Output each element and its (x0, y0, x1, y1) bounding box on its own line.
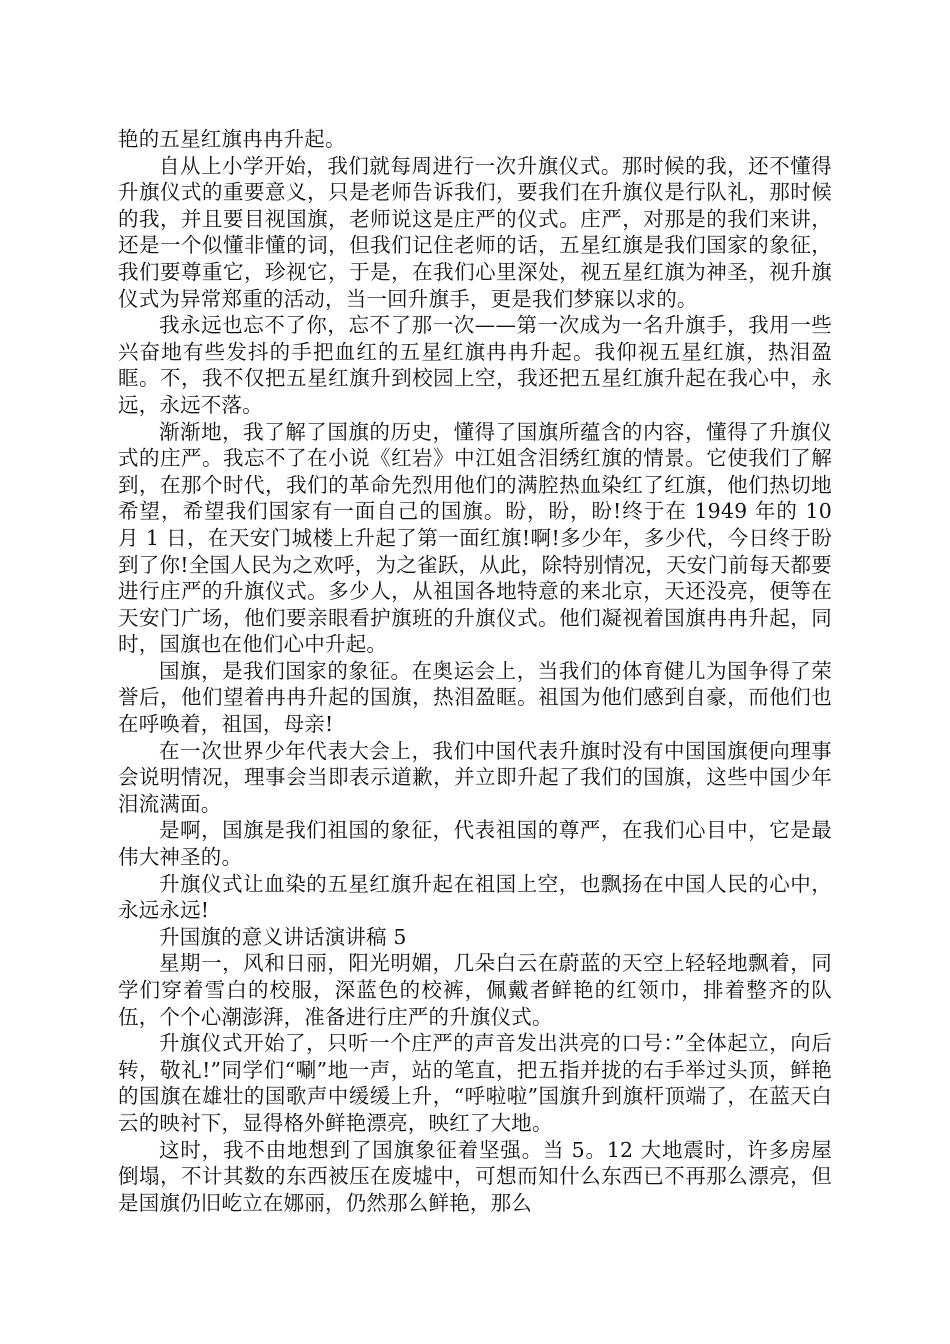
paragraph-6: 在一次世界少年代表大会上，我们中国代表升旗时没有中国国旗便向理事会说明情况，理事会当即表示道歉，并立即升起了我们的国旗，这些中国少年泪流满面。 (118, 738, 832, 816)
paragraph-3: 我永远也忘不了你，忘不了那一次——第一次成为一名升旗手，我用一些兴奋地有些发抖的手把血红的五星红旗冉冉升起。我仰视五星红旗，热泪盈眶。不，我不仅把五星红旗升到校园上空，我还把五星红旗升起在我心中，永远，永远不落。 (118, 313, 832, 417)
paragraph-12: 这时，我不由地想到了国旗象征着坚强。当 5。12 大地震时，许多房屋倒塌，不计其数的东西被压在废墟中，可想而知什么东西已不再那么漂亮，但是国旗仍旧屹立在娜丽，仍然那么鲜艳，那么 (118, 1137, 832, 1215)
document-body (118, 126, 832, 1216)
section-heading: 升国旗的意义讲话演讲稿 5 (159, 924, 407, 949)
paragraph-10: 星期一，风和日丽，阳光明媚，几朵白云在蔚蓝的天空上轻轻地飘着，同学们穿着雪白的校服，深蓝色的校裤，佩戴者鲜艳的红领巾，排着整齐的队伍，个个心潮澎湃，准备进行庄严的升旗仪式。 (118, 951, 832, 1029)
paragraph-4: 渐渐地，我了解了国旗的历史，懂得了国旗所蕴含的内容，懂得了升旗仪式的庄严。我忘不了在小说《红岩》中江姐含泪绣红旗的情景。它使我们了解到，在那个时代，我们的革命先烈用他们的满腔热血染红了红旗，他们热切地希望，希望我们国家有一面自己的国旗。盼，盼，盼!终于在 1949 年的 10 月 1 日，在天安门城楼上升起了第一面红旗!啊!多少年，多少代，今日终于盼到了你!全国人民为之欢呼，为之雀跃，从此，除特别情况，天安门前每天都要进行庄严的升旗仪式。多少人，从祖国各地特意的来北京，天还没亮，便等在天安门广场，他们要亲眼看护旗班的升旗仪式。他们凝视着国旗冉冉升起，同时，国旗也在他们心中升起。 (118, 419, 832, 657)
paragraph-7: 是啊，国旗是我们祖国的象征，代表祖国的尊严，在我们心目中，它是最伟大神圣的。 (118, 818, 832, 870)
paragraph-1: 艳的五星红旗冉冉升起。 (118, 127, 346, 151)
paragraph-2: 自从上小学开始，我们就每周进行一次升旗仪式。那时候的我，还不懂得升旗仪式的重要意义，只是老师告诉我们，要我们在升旗仪是行队礼，那时候的我，并且要目视国旗，老师说这是庄严的仪式。庄严，对那是的我们来讲，还是一个似懂非懂的词，但我们记住老师的话，五星红旗是我们国家的象征，我们要尊重它，珍视它，于是，在我们心里深处，视五星红旗为神圣，视升旗仪式为异常郑重的活动，当一回升旗手，更是我们梦寐以求的。 (118, 153, 832, 311)
paragraph-8: 升旗仪式让血染的五星红旗升起在祖国上空，也飘扬在中国人民的心中，永远永远! (118, 871, 832, 923)
paragraph-11: 升旗仪式开始了，只听一个庄严的声音发出洪亮的口号：”全体起立，向后转，敬礼!”同学们“唰”地一声，站的笔直，把五指并拢的右手举过头顶，鲜艳的国旗在雄壮的国歌声中缓缓上升，“呼啦啦”国旗升到旗杆顶端了，在蓝天白云的映衬下，显得格外鲜艳漂亮，映红了大地。 (118, 1031, 832, 1135)
paragraph-5: 国旗，是我们国家的象征。在奥运会上，当我们的体育健儿为国争得了荣誉后，他们望着冉冉升起的国旗，热泪盈眶。祖国为他们感到自豪，而他们也在呼唤着，祖国，母亲! (118, 658, 832, 737)
